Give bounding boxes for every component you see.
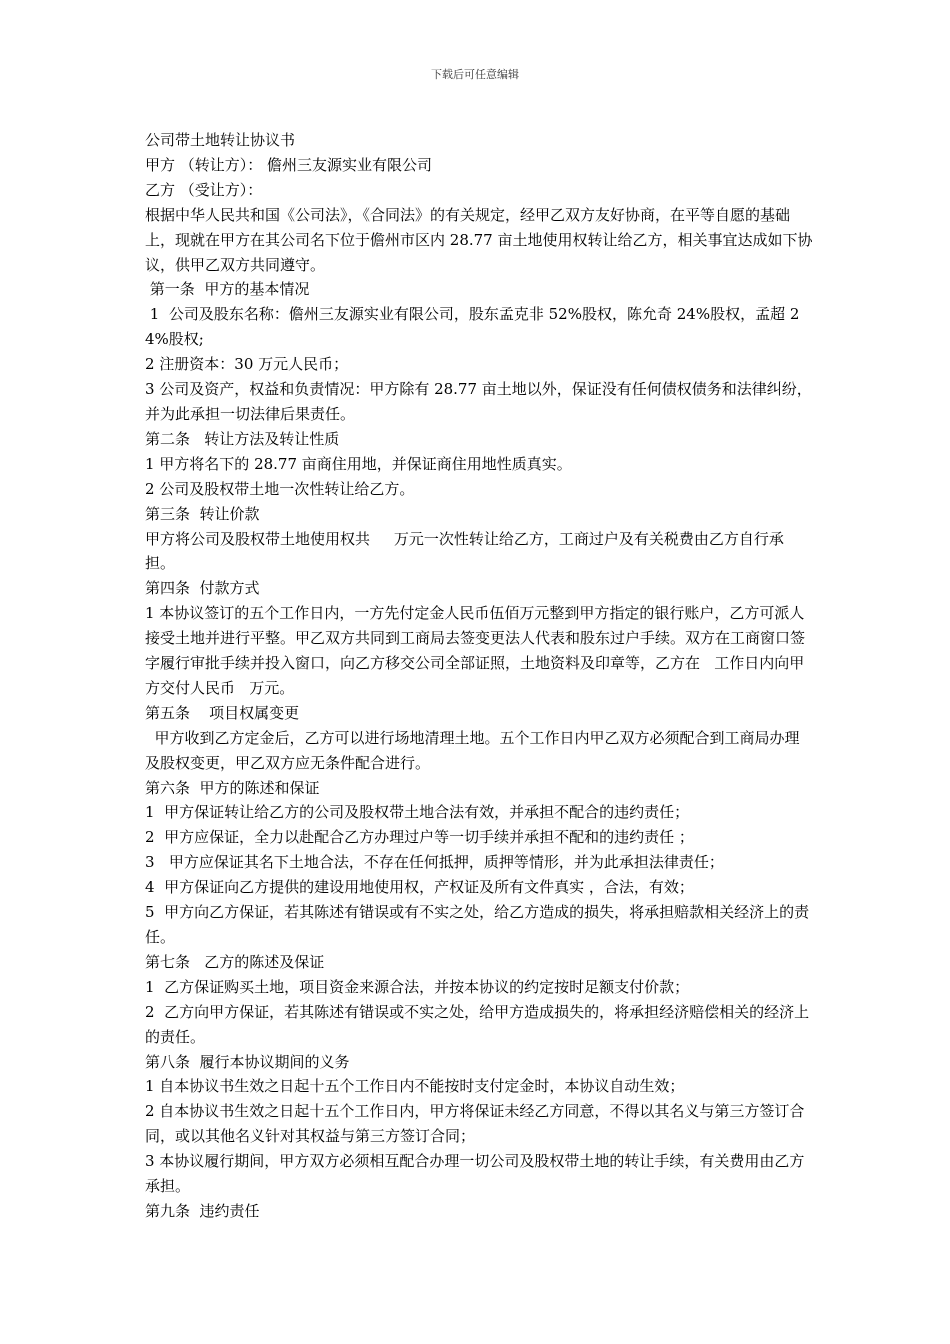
- article-5-heading: 第五条 项目权属变更: [145, 703, 300, 722]
- article-2-item-1: 1 甲方将名下的 28.77 亩商住用地，并保证商住用地性质真实。: [145, 454, 572, 473]
- article-8-item-3: 3 本协议履行期间，甲方双方必须相互配合办理一切公司及股权带土地的转让手续，有关费用由乙方承担。: [145, 1152, 805, 1196]
- article-4-heading: 第四条 付款方式: [145, 579, 260, 598]
- article-1-item-2: 2 注册资本：30 万元人民币；: [145, 355, 349, 374]
- article-9-heading: 第九条 违约责任: [145, 1201, 260, 1220]
- article-5-text: 甲方收到乙方定金后，乙方可以进行场地清理土地。五个工作日内甲乙双方必须配合到工商局办理及股权变更，甲乙双方应无条件配合进行。: [145, 728, 800, 772]
- page-header: 下载后可任意编辑: [431, 68, 519, 81]
- article-3-text: 甲方将公司及股权带土地使用权共 万元一次性转让给乙方，工商过户及有关税费由乙方自行承担。: [145, 529, 784, 573]
- article-4-item-1: 1 本协议签订的五个工作日内，一方先付定金人民币伍佰万元整到甲方指定的银行账户，乙方可派人接受土地并进行平整。甲乙双方共同到工商局去签变更法人代表和股东过户手续。双方在工商窗口签字履行审批手续并投入窗口，向乙方移交公司全部证照，土地资料及印章等，乙方在 工作日内向甲方交付人民币 万元。: [145, 604, 806, 697]
- party-b-line: 乙方 （受让方）：: [145, 180, 263, 199]
- article-7-heading: 第七条 乙方的陈述及保证: [145, 952, 325, 971]
- article-8-item-1: 1 自本协议书生效之日起十五个工作日内不能按时支付定金时，本协议自动生效；: [145, 1077, 685, 1096]
- article-6-item-1: 1 甲方保证转让给乙方的公司及股权带土地合法有效，并承担不配合的违约责任；: [145, 803, 690, 822]
- article-7-item-2: 2 乙方向甲方保证，若其陈述有错误或不实之处，给甲方造成损失的，将承担经济赔偿相关的经济上的责任。: [145, 1002, 810, 1046]
- article-2-item-2: 2 公司及股权带土地一次性转让给乙方。: [145, 479, 415, 498]
- document-title: 公司带土地转让协议书: [145, 131, 296, 149]
- article-2-heading: 第二条 转让方法及转让性质: [145, 429, 340, 448]
- article-1-item-3: 3 公司及资产，权益和负责情况：甲方除有 28.77 亩土地以外，保证没有任何债权债务和法律纠纷，并为此承担一切法律后果责任。: [145, 380, 812, 423]
- article-6-item-4: 4 甲方保证向乙方提供的建设用地使用权，产权证及所有文件真实 ，合法，有效；: [145, 878, 694, 897]
- article-1-item-1: 1 公司及股东名称：儋州三友源实业有限公司，股东孟克非 52%股权，陈允奇 24%股权，孟超 24%股权;: [145, 305, 800, 349]
- article-3-heading: 第三条 转让价款: [145, 504, 260, 523]
- document-body: [145, 128, 813, 1224]
- article-6-item-2: 2 甲方应保证，全力以赴配合乙方办理过户等一切手续并承担不配和的违约责任 ；: [145, 828, 694, 847]
- article-6-item-5: 5 甲方向乙方保证，若其陈述有错误或有不实之处，给乙方造成的损失，将承担赔款相关经济上的责任。: [145, 903, 810, 946]
- article-8-heading: 第八条 履行本协议期间的义务: [145, 1052, 350, 1071]
- article-8-item-2: 2 自本协议书生效之日起十五个工作日内，甲方将保证未经乙方同意，不得以其名义与第三方签订合同，或以其他名义针对其权益与第三方签订合同；: [145, 1102, 805, 1146]
- article-6-heading: 第六条 甲方的陈述和保证: [145, 778, 320, 797]
- article-1-heading: 第一条 甲方的基本情况: [145, 280, 310, 299]
- article-7-item-1: 1 乙方保证购买土地，项目资金来源合法，并按本协议的约定按时足额支付价款；: [145, 977, 690, 996]
- preamble-paragraph: 根据中华人民共和国《公司法》，《合同法》的有关规定，经甲乙双方友好协商，在平等自愿的基础上，现就在甲方在其公司名下位于儋州市区内 28.77 亩土地使用权转让给乙方，相关事宜达成如下协议，供甲乙双方共同遵守。: [145, 205, 813, 274]
- article-6-item-3: 3 甲方应保证其名下土地合法，不存在任何抵押，质押等情形，并为此承担法律责任；: [145, 853, 724, 872]
- party-a-line: 甲方 （转让方）： 儋州三友源实业有限公司: [145, 155, 433, 174]
